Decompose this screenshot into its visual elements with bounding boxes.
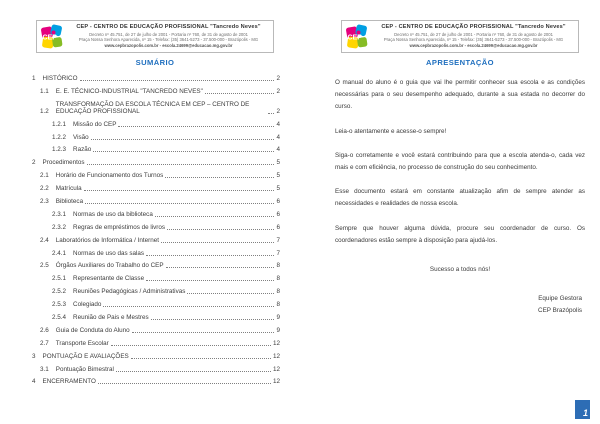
toc-entry-page: 12 [272, 339, 280, 347]
toc-entry-page: 4 [276, 146, 280, 154]
toc-entry-number: 2 [32, 159, 36, 167]
toc-dot-leader [161, 242, 274, 243]
toc-dot-leader [98, 383, 271, 384]
toc-entry-title: E. E. TÉCNICO-INDUSTRIAL "TANCREDO NEVES" [55, 87, 203, 95]
closing-line: Sucesso a todos nós! [429, 266, 491, 274]
toc-entry [30, 301, 280, 308]
toc-entry-page: 5 [276, 172, 280, 180]
toc-entry-number: 2.5.1 [52, 275, 67, 283]
toc-entry-number: 2.5.3 [52, 301, 67, 309]
toc-entry [30, 159, 280, 166]
toc-entry-title: Missão do CEP [73, 120, 117, 128]
toc-entry [30, 275, 280, 282]
toc-entry-page: 2 [276, 107, 280, 115]
toc-entry-page: 5 [276, 159, 280, 167]
toc-entry-title: Biblioteca [55, 198, 84, 206]
toc-entry-number: 1.2.2 [52, 133, 67, 141]
toc-entry-title: Normas de uso das salas [73, 249, 145, 257]
page-number-badge: 1 [575, 400, 590, 419]
toc-dot-leader [187, 293, 274, 294]
toc-entry-page: 12 [272, 378, 280, 386]
toc-entry-title: Guia de Conduta do Aluno [55, 326, 130, 334]
toc-entry-page: 12 [272, 365, 280, 373]
presentation-paragraph: Siga-o corretamente e você estará contribuindo para que a escola atenda-o, cada vez mais e com eficiência, no processo de construção do seu conhecimento. [335, 151, 585, 172]
toc-entry [30, 211, 280, 218]
toc-entry [30, 327, 280, 334]
toc-entry-title: Visão [73, 133, 89, 141]
cep-puzzle-logo-icon [345, 23, 369, 51]
toc-entry [30, 146, 280, 153]
school-name: CEP - CENTRO DE EDUCAÇÃO PROFISSIONAL "Tancredo Neves" [381, 24, 566, 31]
toc-entry-number: 2.3.1 [52, 210, 67, 218]
toc-dot-leader [103, 306, 274, 307]
toc-dot-leader [80, 80, 275, 81]
toc-entry-number: 2.4 [40, 236, 49, 244]
toc-entry-number: 2.5 [40, 262, 49, 270]
toc-entry-title: Reuniões Pedagógicas / Administrativas [73, 288, 186, 296]
presentation-paragraph: Leia-o atentamente e acesse-o sempre! [335, 127, 447, 135]
toc-dot-leader [91, 139, 275, 140]
presentation-paragraph: Sempre que houver alguma dúvida, procure seu coordenador de curso. Os coordenadores estão sempre à disposição para ajudá-los. [335, 224, 585, 244]
toc-entry-page: 7 [276, 249, 280, 257]
toc-entry-page: 4 [276, 120, 280, 128]
toc-dot-leader [93, 151, 274, 152]
presentation-title: APRESENTAÇÃO [426, 58, 494, 67]
cep-puzzle-logo-icon [40, 23, 64, 51]
toc-entry-number: 4 [32, 378, 36, 386]
toc-entry-title: HISTÓRICO [42, 75, 78, 82]
toc-dot-leader [132, 332, 275, 333]
toc-entry-title: PONTUAÇÃO E AVALIAÇÕES [42, 352, 129, 360]
toc-dot-leader [118, 126, 274, 127]
decree-line: Decreto nº 45.751, de 27 de julho de 2001 - Portaria nº 760, de 31 de agosto de 2001 [394, 31, 553, 37]
toc-dot-leader [111, 345, 271, 346]
toc-entry-number: 2.6 [40, 326, 49, 334]
letterhead-text [372, 24, 575, 49]
school-name: CEP - CENTRO DE EDUCAÇÃO PROFISSIONAL "Tancredo Neves" [76, 24, 261, 31]
toc-entry [30, 185, 280, 192]
toc-entry-number: 3 [32, 352, 36, 360]
toc-entry [30, 288, 280, 295]
toc-entry-title: ENCERRAMENTO [42, 378, 96, 386]
school-letterhead [341, 20, 579, 53]
toc-entry [30, 366, 280, 373]
toc-dot-leader [165, 177, 274, 178]
toc-entry-page: 2 [276, 75, 280, 82]
toc-entry-number: 1.1 [40, 87, 49, 95]
toc-dot-leader [116, 371, 271, 372]
toc-entry-title: Normas de uso da biblioteca [73, 210, 153, 218]
toc-entry [30, 121, 280, 128]
website-line: www.cepbrazopolis.com.br - escola.24699@educacao.mg.gov.br [409, 43, 538, 49]
letterhead-text [67, 24, 270, 49]
toc-entry [30, 340, 280, 347]
signature-school: CEP Brazópolis [538, 307, 582, 315]
summary-page [28, 0, 282, 424]
signature-team: Equipe Gestora [538, 295, 582, 303]
toc-entry-number: 2.3.2 [52, 223, 67, 231]
toc-entry-number: 2.4.1 [52, 249, 67, 257]
toc-entry-number: 2.5.2 [52, 288, 67, 296]
toc-entry [30, 75, 280, 82]
website-line: www.cepbrazopolis.com.br - escola.24699@educacao.mg.gov.br [104, 43, 233, 49]
toc-entry-number: 1.2.1 [52, 120, 67, 128]
toc-entry [30, 88, 280, 95]
toc-dot-leader [87, 164, 275, 165]
address-line: Praça Nossa Senhora Aparecida, nº 15 - Telefax: (35) 3641-5273 - 37.500-000 - Brazópolis - MG [383, 37, 564, 43]
toc-entry-title: Matrícula [55, 185, 82, 193]
toc-dot-leader [151, 319, 275, 320]
address-line: Praça Nossa Senhora Aparecida, nº 15 - Telefax: (35) 3641-5273 - 37.500-000 - Brazópolis - MG [78, 37, 259, 43]
toc-dot-leader [167, 229, 274, 230]
toc-entry [30, 250, 280, 257]
toc-entry-title: Reunião de Pais e Mestres [73, 314, 149, 322]
summary-title: SUMÁRIO [135, 58, 175, 67]
toc-entry [30, 224, 280, 231]
toc-entry-page: 6 [276, 210, 280, 218]
toc-entry-number: 1 [32, 75, 36, 82]
toc-entry-title: Transporte Escolar [55, 339, 109, 347]
toc-dot-leader [205, 93, 275, 94]
toc-entry-page: 8 [276, 288, 280, 296]
toc-entry-number: 2.5.4 [52, 314, 67, 322]
toc-entry [30, 353, 280, 360]
toc-entry [30, 172, 280, 179]
toc-entry [30, 314, 280, 321]
toc-entry-page: 5 [276, 185, 280, 193]
toc-entry-number: 2.7 [40, 339, 49, 347]
toc-dot-leader [155, 216, 275, 217]
toc-entry-title: Órgãos Auxiliares do Trabalho do CEP [55, 262, 164, 270]
toc-entry-number: 1.2 [40, 107, 49, 115]
toc-entry [30, 378, 280, 385]
logo-letters: CEP [42, 34, 57, 41]
toc-entry-number: 2.3 [40, 198, 49, 206]
toc-entry [30, 101, 280, 115]
toc-entry-title: TRANSFORMAÇÃO DA ESCOLA TÉCNICA EM CEP – CENTRO DE EDUCAÇÃO PROFISSIONAL [55, 100, 250, 115]
toc-dot-leader [166, 267, 275, 268]
toc-entry-page: 7 [276, 236, 280, 244]
presentation-paragraph: Esse documento estará em constante atualização afim de sempre atender as necessidades e realidades de nossa escola. [335, 188, 585, 208]
toc-entry-page: 6 [276, 198, 280, 206]
toc-entry [30, 262, 280, 269]
toc-entry-page: 6 [276, 223, 280, 231]
toc-dot-leader [146, 280, 274, 281]
toc-entry-title: Pontuação Bimestral [55, 365, 114, 373]
toc-entry [30, 198, 280, 205]
toc-entry [30, 237, 280, 244]
presentation-paragraph: O manual do aluno é o guia que vai lhe permitir conhecer sua escola e as condições necessárias para o seu desempenho adequado, durante a sua estada no decorrer do curso. [335, 79, 585, 111]
presentation-page [332, 0, 588, 424]
toc-entry-number: 2.1 [40, 172, 49, 180]
toc-entry [30, 134, 280, 141]
toc-dot-leader [84, 190, 275, 191]
school-letterhead [36, 20, 274, 53]
toc-entry-number: 3.1 [40, 365, 49, 373]
presentation-body [332, 77, 588, 247]
toc-entry-page: 12 [272, 352, 280, 360]
toc-entry-title: Representante de Classe [73, 275, 145, 283]
toc-entry-title: Razão [73, 146, 92, 154]
signature-block [332, 293, 588, 317]
toc-entry-title: Laboratórios de Informática / Internet [55, 236, 160, 244]
toc-entry-title: Procedimentos [42, 159, 85, 167]
toc-dot-leader [146, 255, 274, 256]
logo-letters: CEP [347, 34, 362, 41]
toc-dot-leader [85, 203, 274, 204]
toc-entry-title: Horário de Funcionamento dos Turnos [55, 172, 164, 180]
toc-dot-leader [268, 113, 274, 114]
toc-entry-page: 8 [276, 262, 280, 270]
toc-entry-title: Colegiado [73, 301, 102, 309]
toc-entry-page: 9 [276, 326, 280, 334]
toc-entry-page: 8 [276, 275, 280, 283]
toc-dot-leader [131, 358, 271, 359]
toc-entry-number: 2.2 [40, 185, 49, 193]
toc-entry-page: 9 [276, 314, 280, 322]
decree-line: Decreto nº 45.751, de 27 de julho de 2001 - Portaria nº 760, de 31 de agosto de 2001 [89, 31, 248, 37]
toc-entry-title: Regras de empréstimos de livros [73, 223, 166, 231]
toc-entry-page: 2 [276, 87, 280, 95]
toc-entry-number: 1.2.3 [52, 146, 67, 154]
toc-entry-page: 4 [276, 133, 280, 141]
toc-entry-page: 8 [276, 301, 280, 309]
toc-list [30, 75, 280, 385]
